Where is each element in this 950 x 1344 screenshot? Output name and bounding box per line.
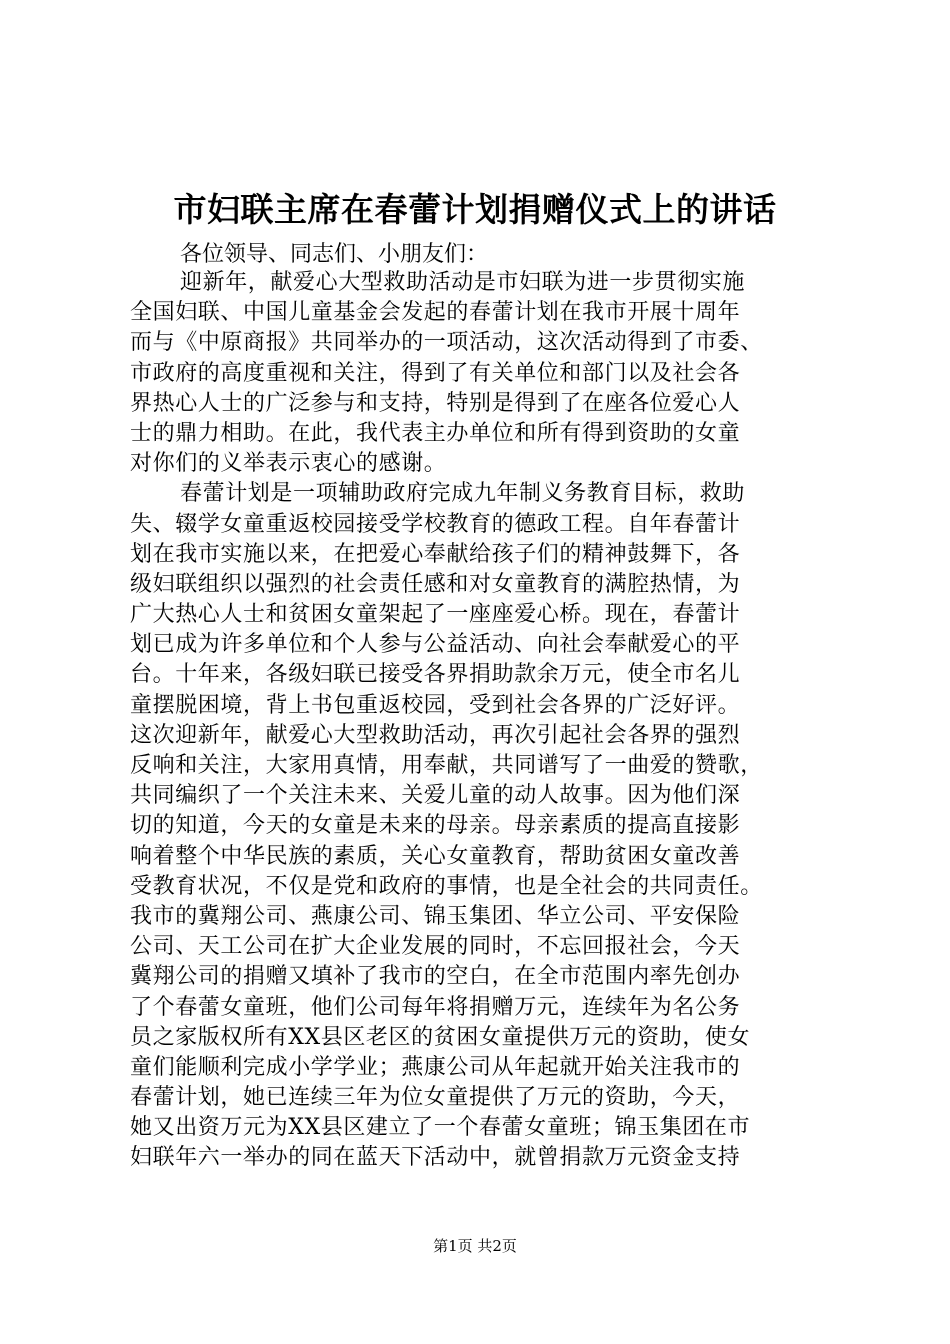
paragraph-line: 反响和关注，大家用真情，用奉献，共同谱写了一曲爱的赞歌，	[130, 753, 763, 778]
paragraph-line: 划已成为许多单位和个人参与公益活动、向社会奉献爱心的平	[130, 632, 741, 658]
paragraph-line: 士的鼎力相助。在此，我代表主办单位和所有得到资助的女童	[130, 420, 741, 446]
paragraph-line: 我市的冀翔公司、燕康公司、锦玉集团、华立公司、平安保险	[130, 903, 741, 929]
paragraph-line: 员之家版权所有XX县区老区的贫困女童提供万元的资助，使女	[130, 1024, 751, 1050]
document-title: 市妇联主席在春蕾计划捐赠仪式上的讲话	[173, 190, 777, 229]
paragraph-line: 划在我市实施以来，在把爱心奉献给孩子们的精神鼓舞下，各	[130, 541, 741, 567]
paragraph-line: 共同编织了一个关注未来、关爱儿童的动人故事。因为他们深	[130, 783, 741, 809]
paragraph-line: 全国妇联、中国儿童基金会发起的春蕾计划在我市开展十周年	[130, 300, 741, 326]
paragraph-line: 这次迎新年，献爱心大型救助活动，再次引起社会各界的强烈	[130, 722, 741, 748]
paragraph-line: 童们能顺利完成小学学业；燕康公司从年起就开始关注我市的	[130, 1054, 741, 1080]
paragraph-line: 广大热心人士和贫困女童架起了一座座爱心桥。现在，春蕾计	[130, 602, 741, 628]
paragraph-line: 春蕾计划是一项辅助政府完成九年制义务教育目标，救助	[180, 481, 746, 507]
paragraph-line: 级妇联组织以强烈的社会责任感和对女童教育的满腔热情，为	[130, 571, 741, 597]
paragraph-line: 失、辍学女童重返校园接受学校教育的德政工程。自年春蕾计	[130, 511, 741, 537]
paragraph-line: 受教育状况，不仅是党和政府的事情，也是全社会的共同责任。	[130, 873, 763, 899]
paragraph-line: 迎新年，献爱心大型救助活动是市妇联为进一步贯彻实施	[180, 270, 746, 295]
paragraph-line: 公司、天工公司在扩大企业发展的同时，不忘回报社会，今天	[130, 934, 741, 960]
paragraph-line: 切的知道，今天的女童是未来的母亲。母亲素质的提高直接影	[130, 813, 741, 839]
page-footer: 第1页 共2页	[433, 1237, 517, 1255]
body-text	[130, 268, 830, 1174]
paragraph-line: 台。十年来，各级妇联已接受各界捐助款余万元，使全市名儿	[130, 662, 741, 688]
paragraph-line: 她又出资万元为XX县区建立了一个春蕾女童班；锦玉集团在市	[130, 1115, 751, 1141]
paragraph-line: 妇联年六一举办的同在蓝天下活动中，就曾捐款万元资金支持	[130, 1145, 741, 1171]
paragraph-line: 对你们的义举表示衷心的感谢。	[130, 451, 447, 477]
paragraph-line: 市政府的高度重视和关注，得到了有关单位和部门以及社会各	[130, 360, 741, 386]
paragraph-line: 冀翔公司的捐赠又填补了我市的空白，在全市范围内率先创办	[130, 964, 741, 990]
paragraph-line: 童摆脱困境，背上书包重返校园，受到社会各界的广泛好评。	[130, 692, 741, 718]
salutation: 各位领导、同志们、小朋友们：	[180, 242, 489, 267]
paragraph-line: 响着整个中华民族的素质，关心女童教育，帮助贫困女童改善	[130, 843, 741, 869]
paragraph-line: 春蕾计划，她已连续三年为位女童提供了万元的资助，今天，	[130, 1085, 741, 1111]
paragraph-line: 界热心人士的广泛参与和支持，特别是得到了在座各位爱心人	[130, 390, 741, 416]
paragraph-line: 而与《中原商报》共同举办的一项活动，这次活动得到了市委、	[130, 330, 763, 356]
paragraph-line: 了个春蕾女童班，他们公司每年将捐赠万元，连续年为名公务	[130, 994, 741, 1020]
